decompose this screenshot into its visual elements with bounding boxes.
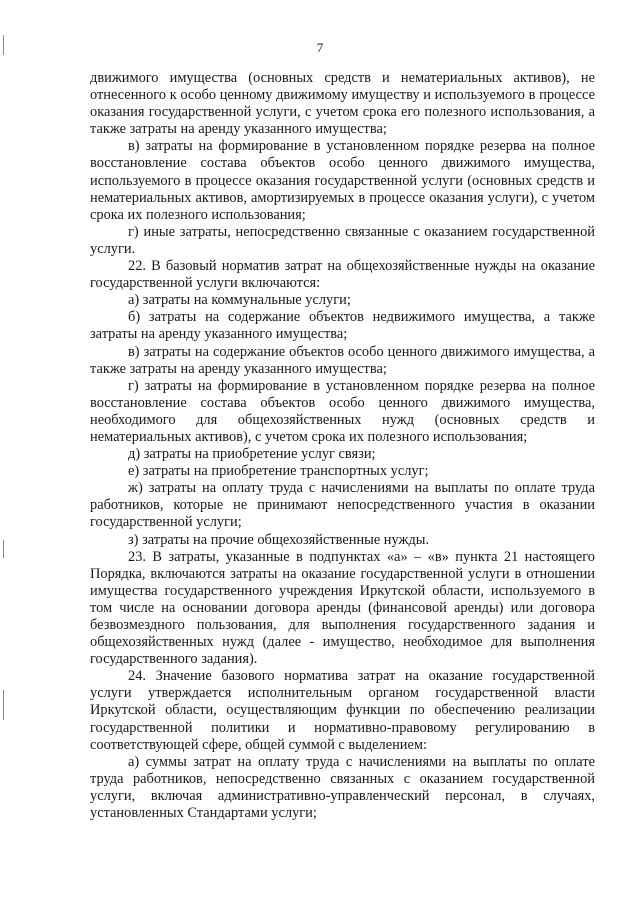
page-number: 7 [316,40,324,55]
paragraph: 24. Значение базового норматива затрат на оказание государственной услуги утверждается исполнительным органом государственной власти Иркутской области, осуществляющим функции по обеспечению реализации государственной политики и нормативно-правовому регулированию в соответствующей сфере, общей суммой с выделением: [90,668,595,753]
paragraph: 23. В затраты, указанные в подпунктах «а» – «в» пункта 21 настоящего Порядка, включаются затраты на оказание государственной услуги в отношении имущества государственного учреждения Иркутской области, используемого в том числе на основании договора аренды (финансовой аренды) или договора безвозмездного пользования, для выполнения государственного задания и общехозяйственных нужд (далее - имущество, необходимое для выполнения государственного задания). [90,548,595,668]
paragraph: г) затраты на формирование в установленном порядке резерва на полное восстановление состава объектов особо ценного движимого имущества, необходимого для общехозяйственных нужд (основных средств и нематериальных активов), с учетом срока их полезного использования; [90,377,595,445]
scan-edge-mark [3,690,4,720]
paragraph: е) затраты на приобретение транспортных услуг; [128,463,429,480]
paragraph: а) суммы затрат на оплату труда с начислениями на выплаты по оплате труда работников, непосредственно связанных с оказанием государственной услуги, включая административно-управленческий персонал, в случаях, установленных Стандартами услуги; [90,753,595,822]
paragraph: з) затраты на прочие общехозяйственные нужды. [128,531,430,548]
document-body [90,70,595,822]
paragraph: 22. В базовый норматив затрат на общехозяйственные нужды на оказание государственной услуги включаются: [90,258,595,292]
paragraph: движимого имущества (основных средств и нематериальных активов), не отнесенного к особо ценному движимому имуществу и используемого в процессе оказания государственной услуги, с учетом срока его полезного использования, а также затраты на аренду указанного имущества; [90,70,595,138]
paragraph: а) затраты на коммунальные услуги; [128,292,351,309]
paragraph: б) затраты на содержание объектов недвижимого имущества, а также затраты на аренду указанного имущества; [90,309,595,343]
paragraph: в) затраты на содержание объектов особо ценного движимого имущества, а также затраты на аренду указанного имущества; [90,343,595,377]
paragraph: д) затраты на приобретение услуг связи; [128,446,376,463]
paragraph: г) иные затраты, непосредственно связанные с оказанием государственной услуги. [90,223,595,257]
paragraph: ж) затраты на оплату труда с начислениями на выплаты по оплате труда работников, которые не принимают непосредственного участия в оказании государственной услуги; [90,480,595,531]
scan-edge-mark [3,540,4,558]
paragraph: в) затраты на формирование в установленном порядке резерва на полное восстановление состава объектов особо ценного движимого имущества, используемого в процессе оказания государственной услуги (основных средств и нематериальных активов, амортизируемых в процессе оказания услуги), с учетом срока их полезного использования; [90,138,595,223]
